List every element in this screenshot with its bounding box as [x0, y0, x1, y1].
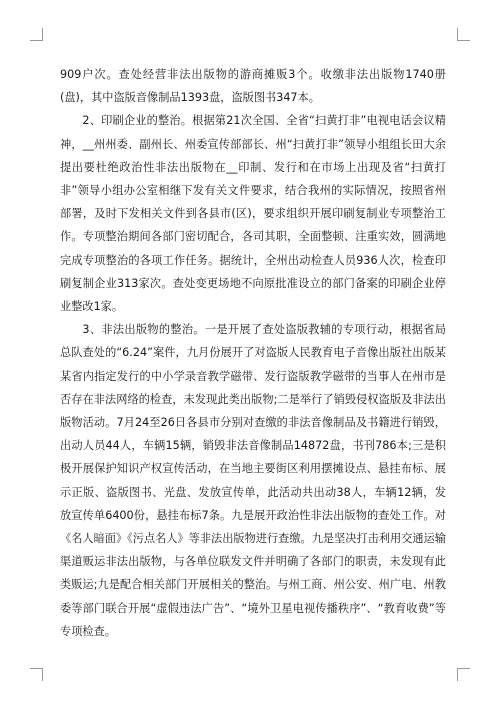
crop-mark-bottom-left [30, 668, 43, 681]
document-body [60, 63, 446, 643]
crop-mark-top-left [30, 28, 43, 41]
paragraph-illegal-publications: 3、非法出版物的整治。一是开展了查处盗版教辅的专项行动，根据省局总队查处的“6.24”案件，九月份展开了对盗版人民教育电子音像出版社出版某某省内指定发行的中小学录音教学磁带、发行盗版教学磁带的当事人在州市是否存在非法网络的检查，未发现此类出版物;二是举行了销毁侵权盗版及非法出版物活动。7月24至26日各县市分别对查缴的非法音像制品及书籍进行销毁，出动人员44人，车辆15辆，销毁非法音像制品14872盘，书刊786本;三是积极开展保护知识产权宣传活动，在当地主要街区利用摆摊设点、悬挂布标、展示正版、盗版图书、光盘、发放宣传单，此活动共出动38人，车辆12辆，发放宣传单6400份，悬挂布标7条。九是展开政治性非法出版物的查处工作。对《名人暗面》《污点名人》等非法出版物进行查缴。九是坚决打击利用交通运输渠道贩运非法出版物，与各单位联发文件并明确了各部门的职责，未发现有此类贩运;九是配合相关部门开展相关的整治。与州工商、州公安、州广电、州教委等部门联合开展“虚假违法广告”、“境外卫星电视传播秩序”、“教育收费”等专项检查。 [60, 323, 446, 638]
paragraph-continuation: 909户次。查处经营非法出版物的游商摊贩3个。收缴非法出版物1740册(盘)，其中盗版音像制品1393盘，盗版图书347本。 [60, 68, 446, 105]
paragraph-printing-enterprises: 2、印刷企业的整治。根据第21次全国、全省“扫黄打非”电视电话会议精神，__州州委、副州长、州委宣传部部长、州“扫黄打非”领导小组组长田大余提出要杜绝政治性非法出版物在__印制、发行和在市场上出现及省“扫黄打非”领导小组办公室相继下发有关文件要求，结合我州的实际情况，按照省州部署，及时下发相关文件到各县市(区)，要求组织开展印刷复制业专项整治工作。专项整治期间各部门密切配合，各司其职，全面整顿、注重实效，圆满地完成专项整治的各项工作任务。据统计，全州出动检查人员936人次，检查印刷复制企业313家次。查处变更场地不向原批准设立的部门备案的印刷企业停业整改1家。 [60, 114, 446, 314]
crop-mark-bottom-right [457, 668, 470, 681]
crop-mark-top-right [457, 28, 470, 41]
